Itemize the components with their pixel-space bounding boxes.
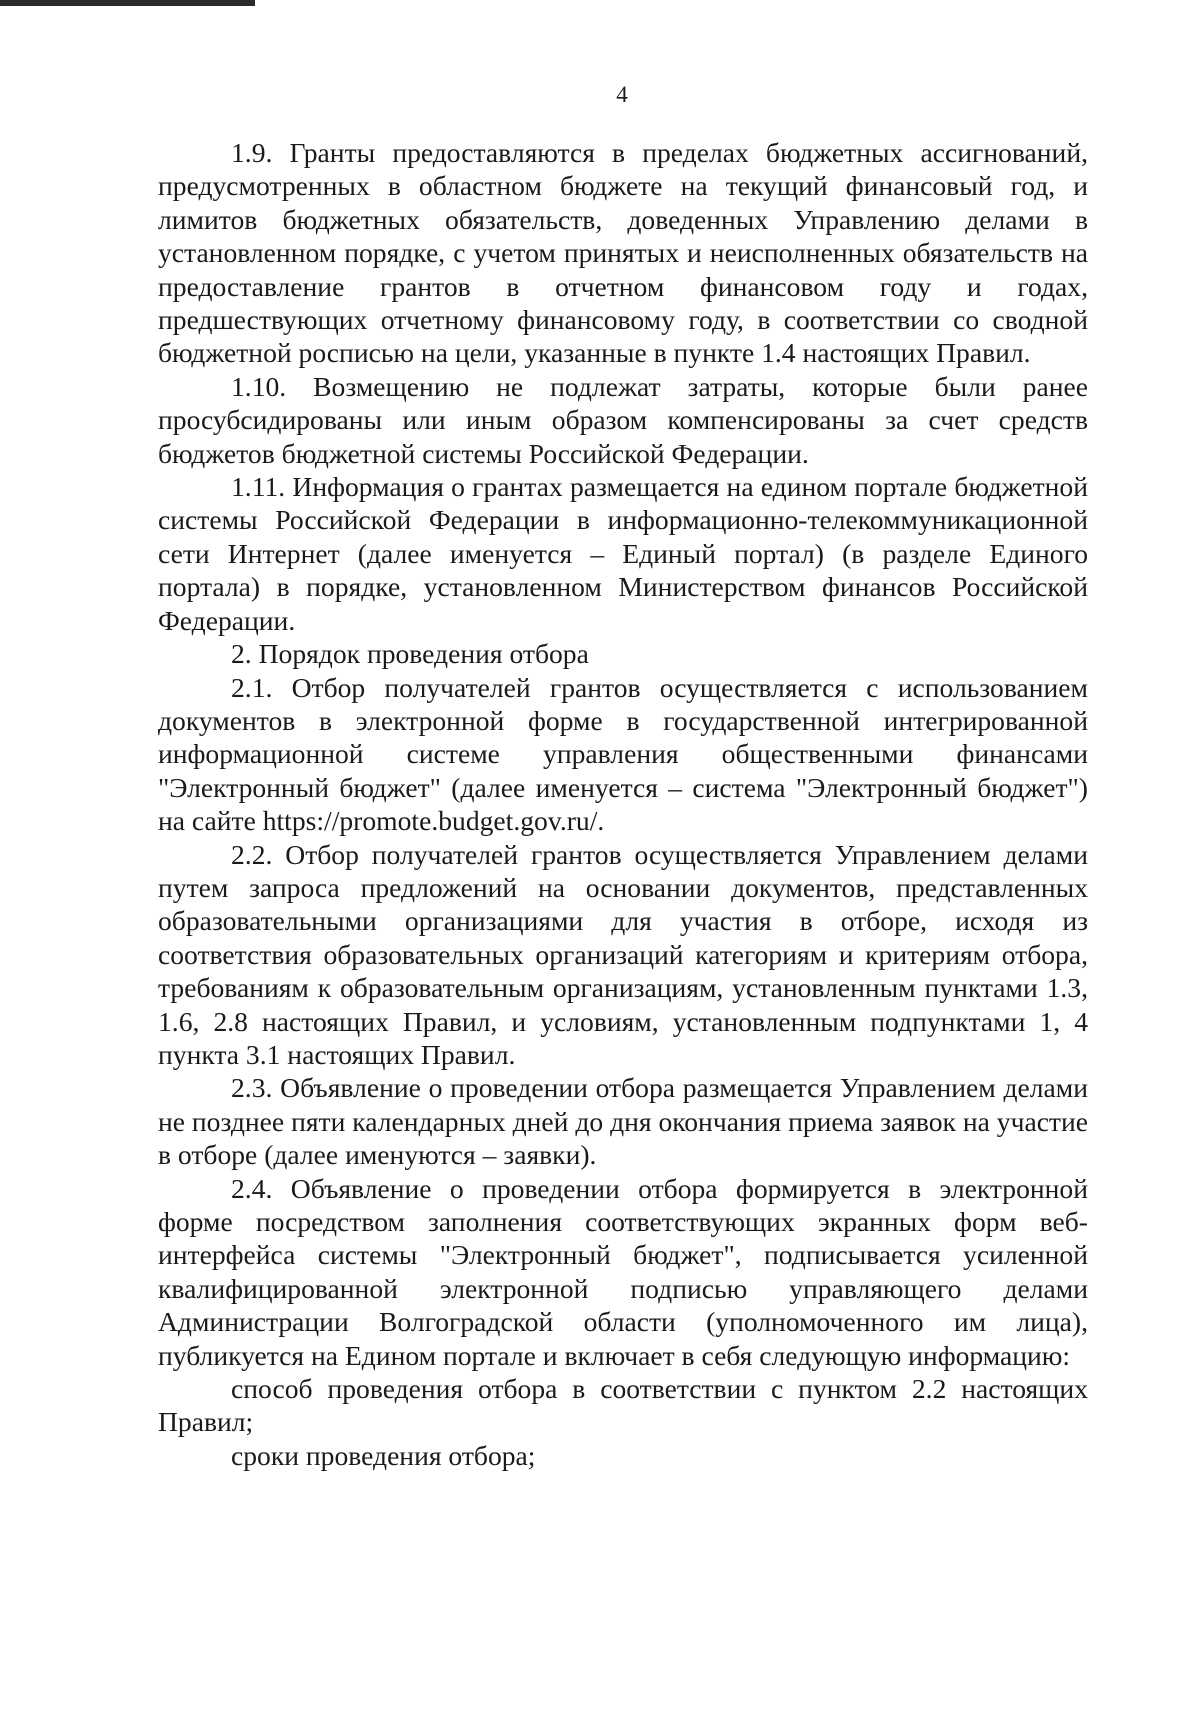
paragraph-1-9: 1.9. Гранты предоставляются в пределах бюджетных ассигнований, предусмотренных в областном бюджете на текущий финансовый год, и лимитов бюджетных обязательств, доведенных Управлению делами в установленном порядке, с учетом принятых и неисполненных обязательств на предоставление грантов в отчетном финансовом году и годах, предшествующих отчетному финансовому году, в соответствии со сводной бюджетной росписью на цели, указанные в пункте 1.4 настоящих Правил. — [158, 137, 1088, 369]
paragraph-2-2: 2.2. Отбор получателей грантов осуществляется Управлением делами путем запроса предложений на основании документов, представленных образовательными организациями для участия в отборе, исходя из соответствия образовательных организаций категориям и критериям отбора, требованиям к образовательным организациям, установленным пунктами 1.3, 1.6, 2.8 настоящих Правил, и условиям, установленным подпунктами 1, 4 пункта 3.1 настоящих Правил. — [158, 838, 1088, 1070]
list-item-terms: сроки проведения отбора; — [231, 1439, 536, 1471]
paragraph-1-10: 1.10. Возмещению не подлежат затраты, которые были ранее просубсидированы или иным образом компенсированы за счет средств бюджетов бюджетной системы Российской Федерации. — [158, 370, 1088, 469]
section-heading: 2. Порядок проведения отбора — [231, 638, 589, 670]
page-number: 4 — [616, 82, 628, 107]
paragraph-1-11: 1.11. Информация о грантах размещается на едином портале бюджетной системы Российской Федерации в информационно-телекоммуникационной сети Интернет (далее именуется – Единый портал) (в разделе Единого портала) в порядке, установленном Министерством финансов Российской Федерации. — [158, 471, 1088, 636]
paragraph-2-4: 2.4. Объявление о проведении отбора формируется в электронной форме посредством заполнения соответствующих экранных форм веб-интерфейса системы "Электронный бюджет", подписывается усиленной квалифицированной электронной подписью управляющего делами Администрации Волгоградской области (уполномоченного им лица), публикуется на Едином портале и включает в себя следующую информацию: — [158, 1172, 1088, 1371]
paragraph-2-3: 2.3. Объявление о проведении отбора размещается Управлением делами не позднее пяти календарных дней до дня окончания приема заявок на участие в отборе (далее именуются – заявки). — [158, 1072, 1089, 1171]
document-body — [158, 136, 1088, 1472]
scan-edge-mark — [0, 0, 255, 6]
paragraph-2-1: 2.1. Отбор получателей грантов осуществляется с использованием документов в электронной форме в государственной интегрированной информационной системе управления общественными финансами "Электронный бюджет" (далее именуется – система "Электронный бюджет") на сайте https://promote.budget.gov.ru/. — [158, 671, 1088, 837]
list-item-method: способ проведения отбора в соответствии с пунктом 2.2 настоящих Правил; — [158, 1373, 1088, 1438]
